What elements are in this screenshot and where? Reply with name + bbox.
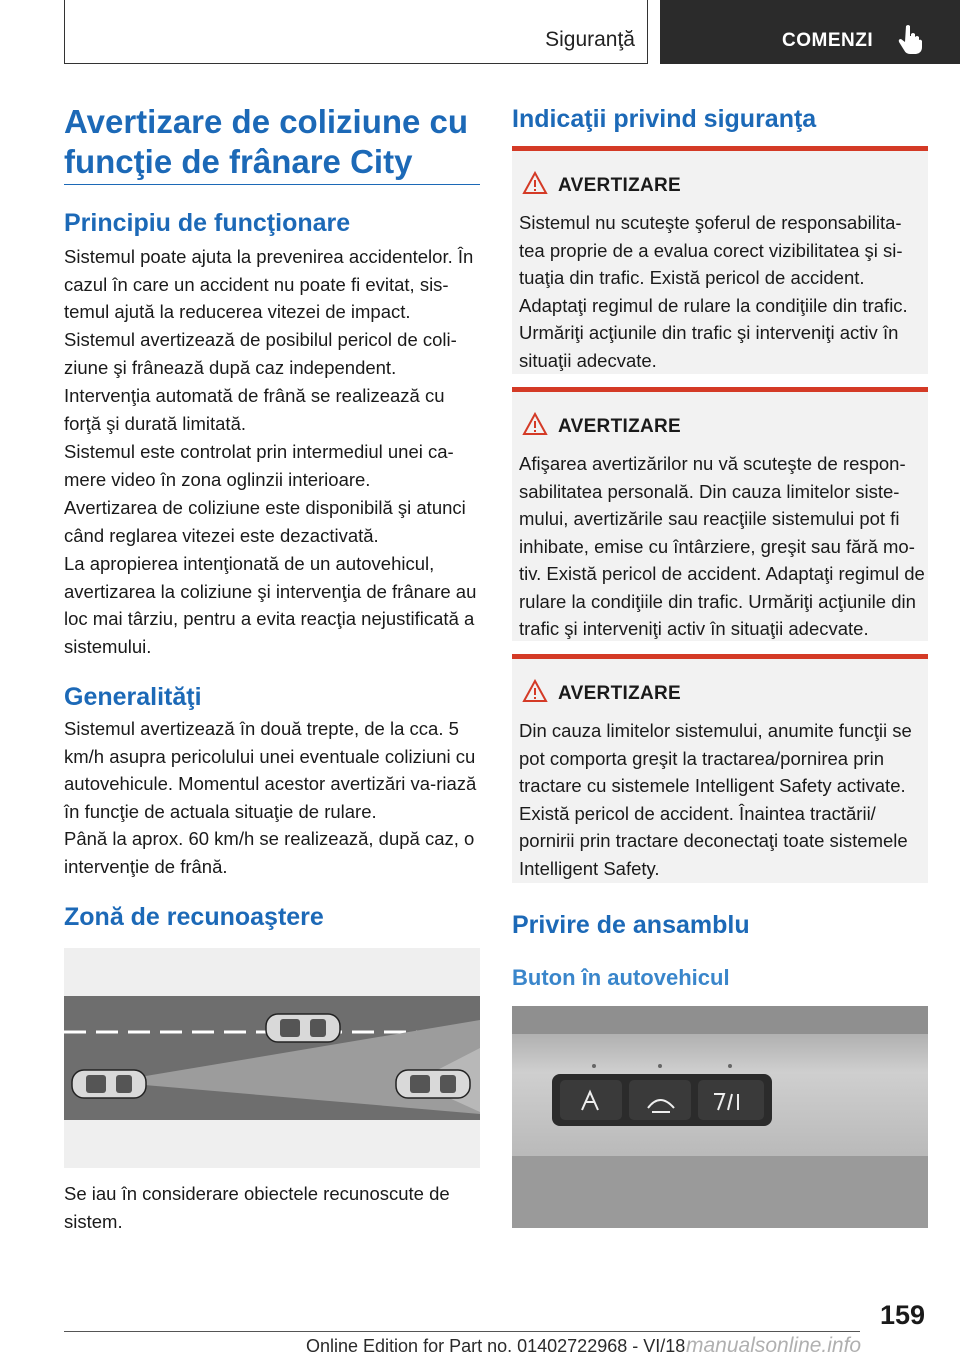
warning-box-1	[512, 146, 928, 374]
warning-text-2: Afişarea avertizărilor nu vă scuteşte de respon‐sabilitatea personală. Din cauza limitelor siste‐mului, avertizările sau reacţiile sistemului pot fi inhibate, emise cu întârziere, greşit sau fără mo‐tiv. Există pericol de accident. Adaptaţi regimul de rulare la condiţiile din trafic. Urmăriţi acţiunile din trafic şi interveniţi activ în situaţii adecvate.	[519, 453, 925, 639]
principle-paragraph-2: Sistemul avertizează de posibilul pericol de coli‐ziune şi frânează după caz independent.	[64, 329, 457, 378]
footer-rule	[64, 1331, 860, 1332]
principle-paragraph-4: Sistemul este controlat prin intermediul unei ca‐mere video în zona oglinzii interioare.	[64, 441, 454, 490]
button-panel-icon	[512, 1006, 928, 1228]
watermark: manualsonline.info	[686, 1334, 862, 1357]
title-underline	[64, 184, 480, 185]
overview-heading: Privire de ansamblu	[512, 911, 750, 939]
general-paragraph-2: Până la aprox. 60 km/h se realizează, după caz, o intervenţie de frână.	[64, 828, 475, 877]
hand-pointer-icon	[897, 24, 923, 54]
warning-triangle-icon	[522, 679, 548, 703]
page-number: 159	[880, 1300, 926, 1330]
section-title: Siguranţă	[545, 28, 635, 51]
warning-title-2: AVERTIZARE	[558, 416, 681, 437]
road-diagram-icon	[64, 948, 480, 1168]
zone-heading: Zonă de recunoaştere	[64, 903, 324, 931]
warning-text-1: Sistemul nu scuteşte şoferul de responsabilita‐tea proprie de a evalua corect vizibilitatea şi si‐tuaţia din trafic. Există pericol de accident. Adaptaţi regimul de rulare la condiţiile din trafic. Urmăriţi acţiunile din trafic şi interveniţi activ în situaţii adecvate.	[519, 212, 908, 371]
principle-paragraph-1: Sistemul poate ajuta la prevenirea accidentelor. În cazul în care un accident nu poate fi evitat, sis‐temul ajută la reducerea vitezei de impact.	[64, 246, 474, 322]
principle-paragraph-5: Avertizarea de coliziune este disponibilă şi atunci când reglarea vitezei este dezactivată.	[64, 497, 466, 546]
chapter-tab[interactable]	[660, 0, 960, 64]
warning-box-2	[512, 387, 928, 641]
zone-caption: Se iau în considerare obiectele recunoscute de sistem.	[64, 1183, 450, 1232]
principle-paragraph-6: La apropierea intenţionată de un autovehicul, avertizarea la coliziune şi intervenţia de frânare au loc mai târziu, pentru a evita reacţia nejustificată a sistemului.	[64, 553, 477, 657]
button-subheading: Buton în autovehicul	[512, 965, 730, 990]
chapter-tab-label: COMENZI	[782, 30, 874, 51]
principle-paragraph-3: Intervenţia automată de frână se realizează cu forţă şi durată limitată.	[64, 385, 445, 434]
warning-title-1: AVERTIZARE	[558, 175, 681, 196]
edition-note: Online Edition for Part no. 01402722968 - VI/18	[306, 1336, 686, 1356]
warning-title-3: AVERTIZARE	[558, 683, 681, 704]
principle-heading: Principiu de funcţionare	[64, 209, 351, 237]
detection-zone-diagram	[64, 948, 480, 1168]
warning-triangle-icon	[522, 412, 548, 436]
general-paragraph-1: Sistemul avertizează în două trepte, de la cca. 5 km/h asupra pericolului unei eventuale coliziuni cu autovehicule. Momentul acestor avertizări va‐riază în funcţie de actuala situaţie de rulare.	[64, 718, 477, 822]
general-heading: Generalităţi	[64, 683, 202, 711]
button-panel-photo	[512, 1006, 928, 1228]
warning-text-3: Din cauza limitelor sistemului, anumite funcţii se pot comporta greşit la tractarea/pornirea prin tractare cu sistemele Intelligent Safety activate. Există pericol de accident. Înaintea tractării/ pornirii prin tractare deconectaţi toate sistemele Intelligent Safety.	[519, 720, 912, 879]
header-section-box	[64, 0, 648, 64]
warning-box-3	[512, 654, 928, 883]
page-title: Avertizare de coliziune cu funcţie de frânare City	[64, 103, 469, 180]
safety-heading: Indicaţii privind siguranţa	[512, 105, 817, 133]
warning-triangle-icon	[522, 171, 548, 195]
